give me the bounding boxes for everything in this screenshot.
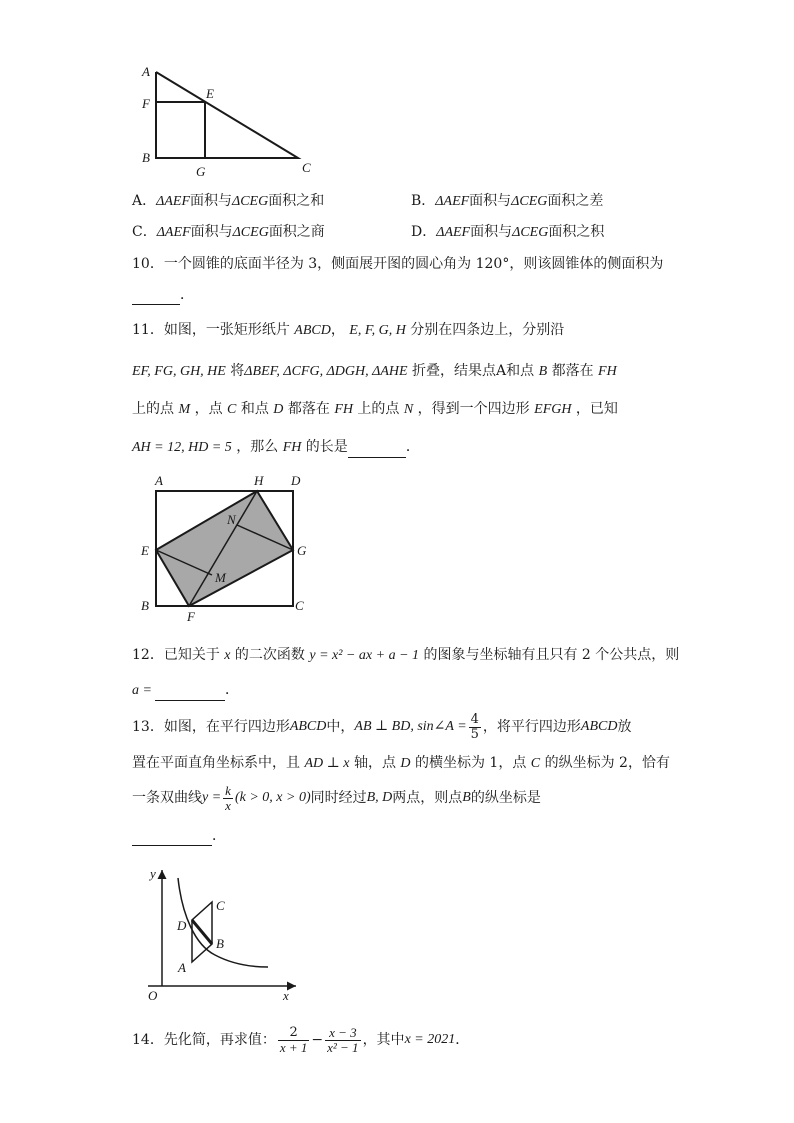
math: B xyxy=(538,364,548,379)
math: x xyxy=(224,648,231,663)
minus-sign: − xyxy=(311,1032,324,1048)
text: 一条双曲线 xyxy=(132,790,202,806)
option-key: D． xyxy=(411,224,437,240)
math: FH xyxy=(598,364,617,379)
q11-line3 xyxy=(132,399,618,420)
text: 面积与 xyxy=(190,224,233,240)
text: 分别在四条边上，分别沿 xyxy=(405,322,565,338)
text: 面积之积 xyxy=(548,224,605,240)
math: FH xyxy=(282,440,302,455)
text: 面积与 xyxy=(470,224,513,240)
denominator: 5 xyxy=(470,726,479,742)
q9-option-a xyxy=(132,191,324,212)
math: ΔAEF xyxy=(156,225,191,240)
text: ，得到一个四边形 xyxy=(413,401,535,417)
text: 面积之差 xyxy=(547,193,604,209)
answer-blank xyxy=(348,443,406,458)
numerator: 4 xyxy=(470,711,479,727)
label-c: C xyxy=(302,160,311,175)
text: 置在平面直角坐标系中，且 xyxy=(132,755,305,771)
q13-line1 xyxy=(132,710,631,744)
math: E, F, G, H xyxy=(349,323,406,338)
text: 面积与 xyxy=(190,193,232,209)
text: ，点 xyxy=(190,401,228,417)
diagonal-bd xyxy=(192,920,212,944)
fraction-x-minus-3-over-x2-minus-1 xyxy=(325,1026,360,1055)
fraction-2-over-x-plus-1 xyxy=(278,1026,310,1055)
answer-blank xyxy=(132,831,212,846)
text: 放 xyxy=(617,719,632,735)
label-g: G xyxy=(297,543,307,558)
answer-blank xyxy=(155,686,225,701)
period: ． xyxy=(180,287,194,303)
label-b: B xyxy=(141,598,149,613)
math: EFGH xyxy=(534,402,572,417)
math: EF, FG, GH, HE xyxy=(132,364,226,379)
text: 13．如图，在平行四边形 xyxy=(132,719,290,735)
math: ΔAEF xyxy=(435,194,470,209)
text: ，将平行四边形 xyxy=(482,719,581,735)
label-d: D xyxy=(177,918,187,933)
text: 面积之和 xyxy=(268,193,325,209)
math: N xyxy=(403,402,414,417)
label-c: C xyxy=(216,898,225,913)
text: 12．已知关于 xyxy=(132,647,225,663)
math: ΔBEF, ΔCFG, ΔDGH, ΔAHE xyxy=(244,364,408,379)
q14-line xyxy=(132,1020,469,1060)
period: ． xyxy=(224,682,239,698)
option-key: C． xyxy=(132,224,157,240)
fraction-four-fifths xyxy=(469,713,481,742)
text: 面积与 xyxy=(469,193,512,209)
text: 轴，点 xyxy=(349,755,401,771)
text: 两点，则点 xyxy=(392,790,463,806)
figure-q9-triangle xyxy=(130,60,320,180)
math: ΔCEG xyxy=(232,225,269,240)
label-a: A xyxy=(155,473,163,488)
text: 中， xyxy=(326,719,355,735)
math: y = xyxy=(202,790,222,805)
text: 都落在 xyxy=(547,363,599,379)
q9-option-d xyxy=(411,222,604,243)
label-e: E xyxy=(206,86,214,101)
q11-line4 xyxy=(132,437,420,458)
period: ． xyxy=(405,439,420,455)
numerator: k xyxy=(225,782,231,798)
text: 和点 xyxy=(236,401,274,417)
denominator: x xyxy=(225,797,231,813)
figure-q11-rectangle xyxy=(135,470,325,625)
label-x: x xyxy=(283,988,289,1003)
text: 上的点 xyxy=(132,401,179,417)
figure-q13-hyperbola xyxy=(140,860,310,1005)
label-g: G xyxy=(196,164,206,179)
label-f: F xyxy=(142,96,150,111)
label-o: O xyxy=(148,988,158,1003)
option-key: B． xyxy=(411,193,436,209)
math: B, D xyxy=(366,790,393,805)
label-b: B xyxy=(142,150,150,165)
label-y: y xyxy=(150,866,156,881)
math: ΔCEG xyxy=(232,194,269,209)
label-d: D xyxy=(291,473,301,488)
denominator: x² − 1 xyxy=(327,1039,359,1055)
math: AD ⊥ x xyxy=(304,756,350,771)
math: ΔCEG xyxy=(512,225,549,240)
q9-option-c xyxy=(132,222,325,243)
option-key: A． xyxy=(132,193,157,209)
q13-line2 xyxy=(132,753,670,774)
math: FH xyxy=(334,402,353,417)
math: B xyxy=(462,790,471,805)
text: 同时经过 xyxy=(310,790,367,806)
text: 都落在 xyxy=(283,401,335,417)
math: ΔAEF xyxy=(156,194,190,209)
text: 的二次函数 xyxy=(230,647,310,663)
period: ． xyxy=(212,828,226,844)
label-c: C xyxy=(295,598,304,613)
math: AH = 12, HD = 5 xyxy=(132,440,232,455)
math: D xyxy=(273,402,284,417)
text: 折叠，结果点A和点 xyxy=(407,363,539,379)
label-a: A xyxy=(142,64,150,79)
triangle-abc xyxy=(156,72,298,158)
text: 的图象与坐标轴有且只有 2 个公共点，则 xyxy=(419,647,680,663)
math: y = x² − ax + a − 1 xyxy=(309,648,420,663)
numerator: x − 3 xyxy=(325,1026,360,1041)
text: 面积之商 xyxy=(268,224,325,240)
label-n: N xyxy=(227,512,236,527)
q13-line3 xyxy=(132,780,541,816)
math: M xyxy=(178,402,191,417)
label-f: F xyxy=(187,609,195,624)
label-m: M xyxy=(215,570,226,585)
math: C xyxy=(530,756,541,771)
text: 的纵坐标是 xyxy=(470,790,541,806)
text: ，那么 xyxy=(231,439,283,455)
label-h: H xyxy=(254,473,264,488)
math: D xyxy=(400,756,411,771)
answer-blank xyxy=(132,290,180,305)
math: AB ⊥ BD, sin∠A = xyxy=(354,719,467,734)
q12-line1 xyxy=(132,645,679,666)
text: ，其中 xyxy=(362,1032,405,1048)
fraction-k-over-x xyxy=(223,784,233,813)
text: ，已知 xyxy=(571,401,618,417)
label-b: B xyxy=(216,936,224,951)
text: 14．先化简，再求值： xyxy=(132,1032,276,1048)
math: x = 2021 xyxy=(404,1032,456,1047)
text: 的纵坐标为 2，恰有 xyxy=(540,755,670,771)
math: ABCD xyxy=(289,719,327,734)
period: ． xyxy=(455,1032,470,1048)
text: 的横坐标为 1，点 xyxy=(410,755,531,771)
math: C xyxy=(227,402,237,417)
q13-answer-line xyxy=(132,826,226,846)
label-e: E xyxy=(141,543,149,558)
q11-line1 xyxy=(132,320,564,341)
numerator: 2 xyxy=(278,1026,310,1041)
math: ΔAEF xyxy=(436,225,471,240)
quadrilateral-efgh xyxy=(156,491,293,606)
text: ， xyxy=(330,322,350,338)
q9-option-b xyxy=(411,191,603,212)
math: a = xyxy=(132,683,152,698)
q12-line2 xyxy=(132,680,239,701)
text: 上的点 xyxy=(352,401,404,417)
math: ΔCEG xyxy=(511,194,548,209)
text: 将 xyxy=(225,363,245,379)
math: ABCD xyxy=(294,323,331,338)
math: (k > 0, x > 0) xyxy=(234,790,311,805)
math: ABCD xyxy=(580,719,618,734)
text: 11．如图，一张矩形纸片 xyxy=(132,322,295,338)
label-a: A xyxy=(178,960,186,975)
text: 的长是 xyxy=(301,439,348,455)
denominator: x + 1 xyxy=(279,1039,308,1055)
q11-line2 xyxy=(132,361,617,382)
q10-answer-line xyxy=(132,285,194,305)
q10-text: 10．一个圆锥的底面半径为 3，侧面展开图的圆心角为 120°，则该圆锥体的侧面积为 xyxy=(132,256,664,272)
